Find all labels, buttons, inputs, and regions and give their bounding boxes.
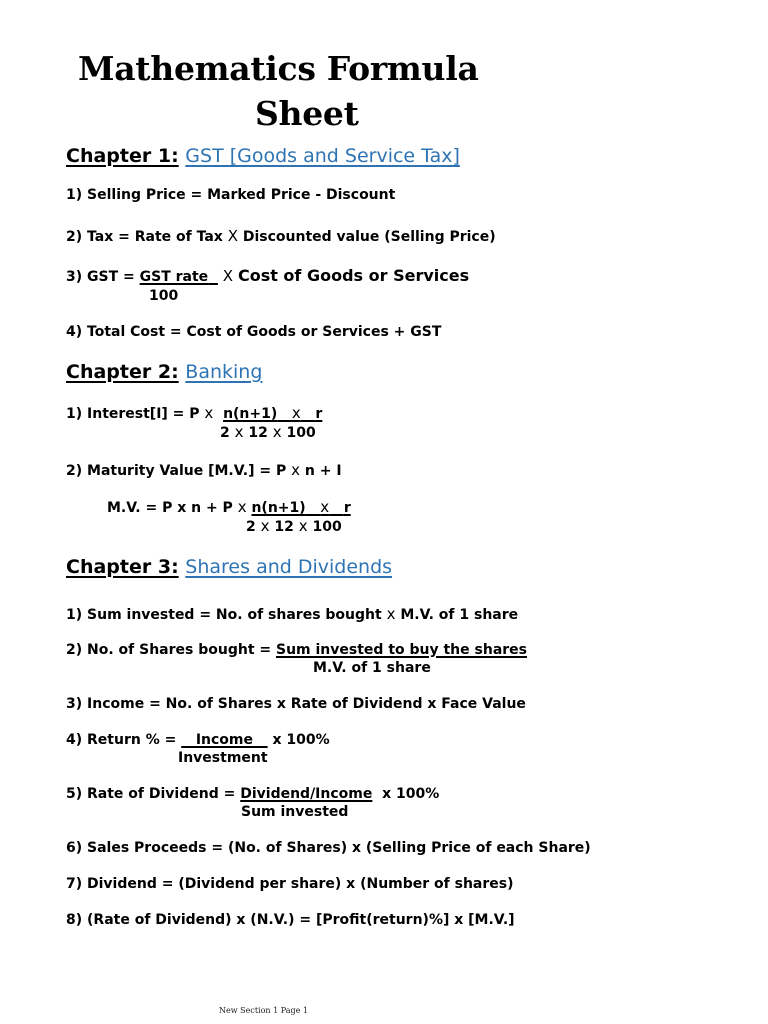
ch2-formula-2: 2) Maturity Value [M.V.] = P x n + I <box>66 461 342 479</box>
ch3-formula-8: 8) (Rate of Dividend) x (N.V.) = [Profit(return)%] x [M.V.] <box>66 912 515 928</box>
chapter-3-label: Chapter 3: <box>66 556 179 578</box>
ch2-formula-3-numerator: n(n+1) x r <box>251 498 351 516</box>
ch1-formula-4: 4) Total Cost = Cost of Goods or Services + GST <box>66 324 442 340</box>
ch2-formula-1-denominator: 2 x 12 x 100 <box>220 423 316 441</box>
ch3-formula-2: 2) No. of Shares bought = Sum invested to buy the shares <box>66 642 527 658</box>
ch1-formula-2: 2) Tax = Rate of Tax X Discounted value (Selling Price) <box>66 227 496 245</box>
ch3-formula-4-denominator: Investment <box>178 750 268 766</box>
ch3-formula-2-denominator: M.V. of 1 share <box>313 660 431 676</box>
chapter-2-heading <box>66 360 262 384</box>
ch2-formula-3-denominator: 2 x 12 x 100 <box>246 517 342 535</box>
ch2-formula-1: 1) Interest[I] = P x n(n+1) x r <box>66 404 323 422</box>
ch3-formula-6: 6) Sales Proceeds = (No. of Shares) x (Selling Price of each Share) <box>66 840 591 856</box>
page-title-line1: Mathematics Formula <box>78 49 479 88</box>
chapter-1-label: Chapter 1: <box>66 145 179 167</box>
chapter-3-heading <box>66 555 392 579</box>
ch2-formula-3: M.V. = P x n + P x n(n+1) x r <box>107 498 351 516</box>
page-footer: New Section 1 Page 1 <box>219 1006 309 1015</box>
chapter-1-heading <box>66 144 460 168</box>
ch3-formula-7: 7) Dividend = (Dividend per share) x (Number of shares) <box>66 876 514 892</box>
chapter-2-label: Chapter 2: <box>66 361 179 383</box>
ch1-formula-3: 3) GST = GST rate X Cost of Goods or Services <box>66 266 470 285</box>
chapter-1-topic: GST [Goods and Service Tax] <box>185 145 460 167</box>
ch1-formula-1: 1) Selling Price = Marked Price - Discount <box>66 187 396 203</box>
ch2-formula-1-numerator: n(n+1) x r <box>223 404 323 422</box>
ch3-formula-3: 3) Income = No. of Shares x Rate of Dividend x Face Value <box>66 696 526 712</box>
ch3-formula-1: 1) Sum invested = No. of shares bought x M.V. of 1 share <box>66 605 519 623</box>
page-title-line2: Sheet <box>255 94 359 133</box>
chapter-3-topic: Shares and Dividends <box>185 556 393 578</box>
ch3-formula-5: 5) Rate of Dividend = Dividend/Income x 100% <box>66 786 440 802</box>
ch3-formula-4: 4) Return % = Income x 100% <box>66 732 330 748</box>
ch3-formula-4-numerator: Income <box>181 732 268 748</box>
ch1-formula-3-numerator: GST rate <box>139 269 209 285</box>
ch3-formula-2-numerator: Sum invested to buy the shares <box>276 642 527 658</box>
chapter-2-topic: Banking <box>185 361 263 383</box>
ch3-formula-5-denominator: Sum invested <box>241 804 349 820</box>
ch3-formula-5-numerator: Dividend/Income <box>240 786 373 802</box>
ch1-formula-3-denominator: 100 <box>149 288 179 304</box>
